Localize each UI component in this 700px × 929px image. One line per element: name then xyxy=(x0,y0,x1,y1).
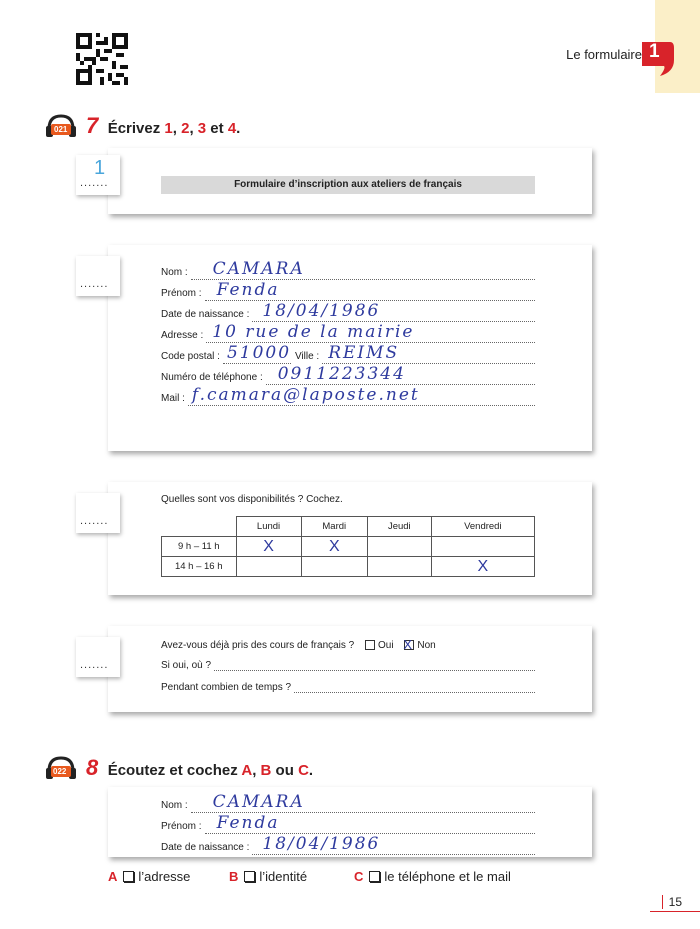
check-cell[interactable] xyxy=(431,537,534,557)
audio-track-022[interactable] xyxy=(45,755,77,786)
identity-fields xyxy=(161,259,535,409)
exercise-title: Écrivez 1, 2, 3 et 4. xyxy=(107,120,241,137)
field-label-ville: Ville : xyxy=(294,351,320,362)
tag-dots: ....... xyxy=(80,278,109,290)
ex8-fields xyxy=(161,792,535,858)
check-mark: X xyxy=(477,557,489,575)
field-label: Numéro de téléphone : xyxy=(161,372,263,383)
field-line xyxy=(223,343,292,364)
check-cell[interactable] xyxy=(431,557,534,577)
table-row xyxy=(162,557,535,577)
field-label: Adresse : xyxy=(161,330,204,341)
oui-option[interactable] xyxy=(365,640,394,651)
availability-table xyxy=(161,516,535,577)
field-label: Prénom : xyxy=(161,821,202,832)
field-line xyxy=(191,792,535,813)
exercise-title: Écoutez et cochez A, B ou C. xyxy=(107,762,314,779)
field-label: Nom : xyxy=(161,800,188,811)
handwritten-value: CAMARA xyxy=(212,792,305,812)
qr-code[interactable] xyxy=(76,33,128,85)
check-cell[interactable] xyxy=(368,557,432,577)
handwritten-value: REIMS xyxy=(328,343,400,363)
check-cell[interactable] xyxy=(236,557,301,577)
field-line xyxy=(322,343,535,364)
field-line xyxy=(206,322,535,343)
field-label: Date de naissance : xyxy=(161,842,250,853)
check-mark: X xyxy=(328,537,340,555)
check-mark: X xyxy=(263,537,274,555)
option-a[interactable] xyxy=(108,868,190,886)
order-tag-1[interactable] xyxy=(76,155,120,195)
field-label: Pendant combien de temps ? xyxy=(161,682,292,693)
option-letter: B xyxy=(229,869,239,884)
chapter-number-badge xyxy=(640,38,676,78)
field-si-oui xyxy=(161,660,535,671)
day-header: Vendredi xyxy=(431,517,534,537)
field-date-naissance xyxy=(161,834,535,858)
order-tag-2[interactable] xyxy=(76,256,120,296)
audio-track-021[interactable] xyxy=(45,113,77,144)
oui-label: Oui xyxy=(378,640,394,651)
exercise-7-heading xyxy=(86,113,240,139)
time-slot: 14 h – 16 h xyxy=(162,557,237,577)
day-header: Lundi xyxy=(236,517,301,537)
option-letter: C xyxy=(354,869,364,884)
tag-dots: ....... xyxy=(80,177,109,189)
option-letter: A xyxy=(108,869,118,884)
field-label: Date de naissance : xyxy=(161,309,250,320)
field-label: Nom : xyxy=(161,267,188,278)
field-label: Prénom : xyxy=(161,288,202,299)
handwritten-value: 18/04/1986 xyxy=(262,301,381,321)
order-tag-3[interactable] xyxy=(76,493,120,533)
form-title-bar: Formulaire d’inscription aux ateliers de français xyxy=(161,176,535,194)
tag-dots: ....... xyxy=(80,515,109,527)
check-cell[interactable] xyxy=(301,537,367,557)
option-c[interactable] xyxy=(354,868,511,886)
option-checkbox[interactable] xyxy=(123,871,134,882)
exercise-number: 8 xyxy=(86,755,99,780)
handwritten-value: CAMARA xyxy=(212,259,305,279)
field-line xyxy=(252,301,535,322)
audio-track-number: 021 xyxy=(54,125,68,134)
field-label: Mail : xyxy=(161,393,185,404)
field-mail xyxy=(161,385,535,409)
chapter-title: Le formulaire xyxy=(566,47,642,62)
option-checkbox[interactable] xyxy=(244,871,255,882)
field-line xyxy=(252,834,535,855)
option-b[interactable] xyxy=(229,868,307,886)
oui-checkbox[interactable] xyxy=(365,640,375,650)
time-slot: 9 h – 11 h xyxy=(162,537,237,557)
table-row xyxy=(162,537,535,557)
handwritten-value: Fenda xyxy=(216,280,280,300)
field-duree xyxy=(161,682,535,693)
check-cell[interactable] xyxy=(301,557,367,577)
audio-track-number: 022 xyxy=(53,767,67,776)
non-label: Non xyxy=(417,640,436,651)
check-cell[interactable] xyxy=(236,537,301,557)
day-header: Jeudi xyxy=(368,517,432,537)
handwritten-value: 51000 xyxy=(226,343,292,363)
tag-answer: 1 xyxy=(94,157,106,179)
field-line xyxy=(191,259,535,280)
day-header: Mardi xyxy=(301,517,367,537)
option-text: l’identité xyxy=(259,869,308,884)
page-number-rule xyxy=(650,911,700,912)
field-label: Si oui, où ? xyxy=(161,660,212,671)
tag-dots: ....... xyxy=(80,659,109,671)
option-text: le téléphone et le mail xyxy=(384,869,511,884)
exercise-number: 7 xyxy=(86,113,99,138)
table-header-row xyxy=(162,517,535,537)
field-label: Code postal : xyxy=(161,351,220,362)
courses-question-row xyxy=(161,637,436,653)
handwritten-value: f.camara@laposte.net xyxy=(191,385,420,405)
field-line[interactable] xyxy=(214,660,535,671)
field-line xyxy=(266,364,535,385)
order-tag-4[interactable] xyxy=(76,637,120,677)
field-line[interactable] xyxy=(294,682,535,693)
availability-question: Quelles sont vos disponibilités ? Cochez. xyxy=(161,494,343,505)
handwritten-value: Fenda xyxy=(216,813,280,833)
field-line xyxy=(188,385,535,406)
field-line xyxy=(205,813,535,834)
non-option[interactable] xyxy=(403,637,436,653)
option-checkbox[interactable] xyxy=(369,871,380,882)
non-checkbox[interactable] xyxy=(403,637,414,653)
option-text: l’adresse xyxy=(138,869,191,884)
handwritten-value: 10 rue de la mairie xyxy=(212,322,415,342)
field-line xyxy=(205,280,535,301)
page-number: 15 xyxy=(662,895,682,909)
chapter-number: 1 xyxy=(649,41,660,62)
handwritten-value: 0911223344 xyxy=(277,364,406,384)
check-cell[interactable] xyxy=(368,537,432,557)
courses-question: Avez-vous déjà pris des cours de français ? xyxy=(161,640,355,651)
handwritten-value: 18/04/1986 xyxy=(262,834,381,854)
check-mark: X xyxy=(403,637,413,653)
table-corner xyxy=(162,517,237,537)
exercise-8-heading xyxy=(86,755,313,781)
